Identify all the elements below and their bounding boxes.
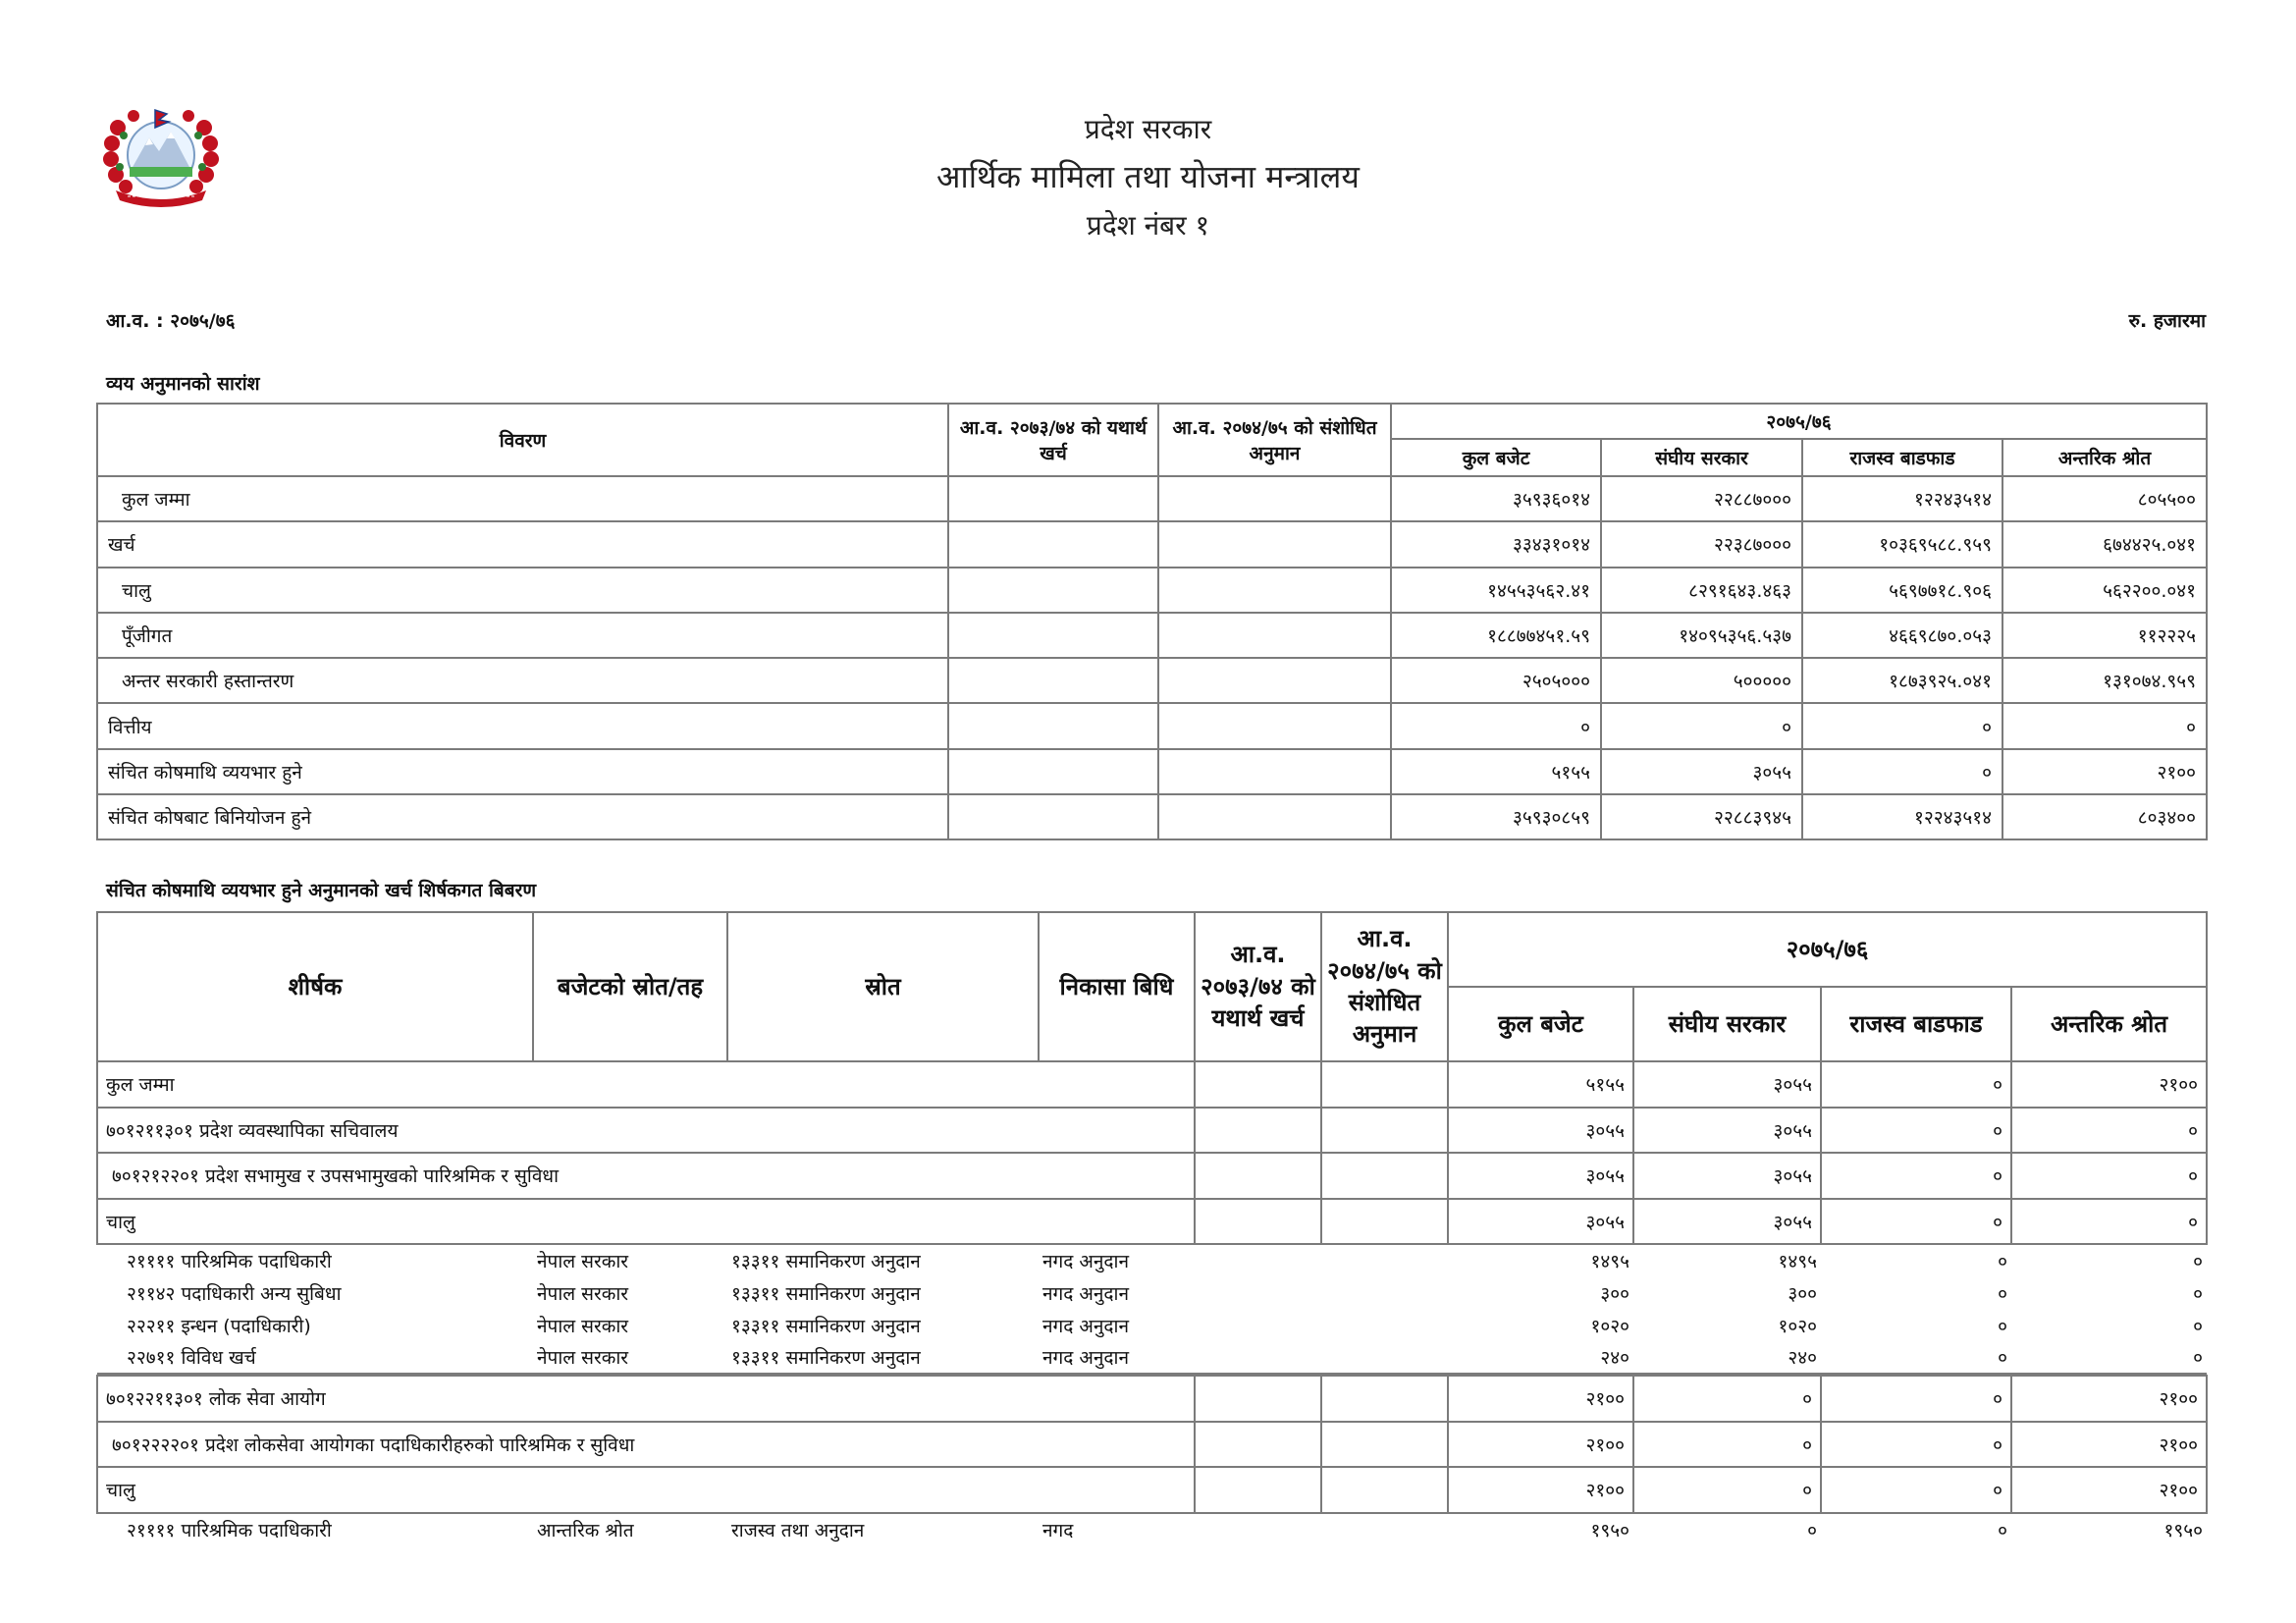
revised-value: [1158, 794, 1391, 839]
total-budget-value: २१००: [1448, 1467, 1633, 1513]
row-label: कुल जम्मा: [97, 476, 948, 521]
actual-value: [1195, 1422, 1321, 1468]
summary-row: [97, 658, 2207, 703]
unit-label: रु. हजारमा: [2128, 310, 2206, 332]
revenue-sharing-value: १०३६९५८८.९५९: [1802, 521, 2002, 567]
total-budget-value: १०२०: [1590, 1315, 1629, 1337]
internal-source-value: २१००: [2011, 1376, 2207, 1422]
expenditure-summary-table: [96, 403, 2208, 840]
revised-value: [1321, 1422, 1448, 1468]
row-label: चालु: [97, 568, 948, 613]
detail-section-title: संचित कोषमाथि व्ययभार हुने अनुमानको खर्च शिर्षकगत बिबरण: [106, 880, 537, 901]
revised-value: [1158, 568, 1391, 613]
col-description-header: विवरण: [97, 404, 948, 476]
total-budget-value: ०: [1391, 703, 1601, 748]
group-row: [97, 1108, 2207, 1154]
source-value: राजस्व तथा अनुदान: [731, 1519, 865, 1542]
summary-row: [97, 521, 2207, 567]
revised-value: [1158, 521, 1391, 567]
disbursement-value: नगद अनुदान: [1042, 1251, 1129, 1272]
disbursement-value: नगद अनुदान: [1042, 1282, 1129, 1305]
detail-expenditure-table: [96, 911, 2208, 1545]
item-row: [97, 1341, 2207, 1374]
revenue-sharing-value: १८७३९२५.०४१: [1802, 658, 2002, 703]
total-budget-value: ३०५५: [1448, 1199, 1633, 1245]
group-row: [97, 1199, 2207, 1245]
row-label: चालु: [97, 1467, 1195, 1513]
revised-value: [1158, 703, 1391, 748]
revised-value: [1321, 1199, 1448, 1245]
budget-source-value: आन्तरिक श्रोत: [537, 1519, 634, 1542]
revenue-sharing-value: ४६६९८७०.०५३: [1802, 613, 2002, 658]
revenue-sharing-value: ०: [1821, 1376, 2011, 1422]
federal-value: ५०००००: [1601, 658, 1802, 703]
col-year-header: २०७५/७६: [1448, 912, 2207, 987]
internal-source-value: ८०३४००: [2002, 794, 2207, 839]
federal-value: २४०: [1788, 1347, 1817, 1369]
internal-source-value: २१००: [2011, 1422, 2207, 1468]
province-line: प्रदेश नंबर १: [1086, 209, 1210, 242]
revenue-sharing-value: ०: [1998, 1251, 2007, 1272]
col-total-header: कुल बजेट: [1391, 439, 1601, 476]
summary-row: [97, 476, 2207, 521]
item-row: [97, 1513, 2207, 1545]
revised-value: [1321, 1061, 1448, 1108]
summary-section-title: व्यय अनुमानको सारांश: [106, 373, 260, 395]
item-label: २२२११ इन्धन (पदाधिकारी): [127, 1315, 311, 1337]
item-label: २११११ पारिश्रमिक पदाधिकारी: [127, 1519, 332, 1542]
actual-value: [1195, 1341, 1321, 1374]
summary-row: [97, 703, 2207, 748]
revenue-sharing-value: ०: [1998, 1519, 2007, 1542]
revised-value: [1321, 1108, 1448, 1154]
revenue-sharing-value: ०: [1998, 1347, 2007, 1369]
total-budget-value: १८८७७४५१.५९: [1391, 613, 1601, 658]
row-label: ७०१२२११३०१ लोक सेवा आयोग: [97, 1376, 1195, 1422]
col-federal-header: संघीय सरकार: [1601, 439, 1802, 476]
internal-source-value: ०: [2011, 1153, 2207, 1199]
col-revenue-header: राजस्व बाडफाड: [1821, 987, 2011, 1061]
revised-value: [1158, 658, 1391, 703]
revenue-sharing-value: १२२४३५१४: [1802, 476, 2002, 521]
federal-value: ०: [1633, 1422, 1821, 1468]
internal-source-value: १३१०७४.९५९: [2002, 658, 2207, 703]
federal-value: २२३८७०००: [1601, 521, 1802, 567]
item-label: २२७११ विविध खर्च: [127, 1347, 256, 1369]
col-disbursement-header: निकासा बिधि: [1039, 912, 1195, 1061]
col-revenue-header: राजस्व बाडफाड: [1802, 439, 2002, 476]
summary-row: [97, 613, 2207, 658]
federal-value: ३०५५: [1633, 1199, 1821, 1245]
source-value: १३३११ समानिकरण अनुदान: [731, 1282, 921, 1305]
item-label: २११११ पारिश्रमिक पदाधिकारी: [127, 1251, 332, 1272]
internal-source-value: ०: [2193, 1347, 2204, 1369]
internal-source-value: ०: [2193, 1315, 2204, 1337]
revenue-sharing-value: ०: [1821, 1422, 2011, 1468]
internal-source-value: ०: [2002, 703, 2207, 748]
total-budget-value: २५०५०००: [1391, 658, 1601, 703]
total-budget-value: ५१५५: [1448, 1061, 1633, 1108]
federal-value: ०: [1633, 1467, 1821, 1513]
revenue-sharing-value: ०: [1821, 1108, 2011, 1154]
row-label: पूँजीगत: [97, 613, 948, 658]
col-revised-header: आ.व. २०७४/७५ को संशोधित अनुमान: [1158, 404, 1391, 476]
col-total-header: कुल बजेट: [1448, 987, 1633, 1061]
internal-source-value: २१००: [2011, 1467, 2207, 1513]
item-row: [97, 1276, 2207, 1309]
internal-source-value: ०: [2011, 1108, 2207, 1154]
disbursement-value: नगद अनुदान: [1042, 1347, 1129, 1369]
summary-row: [97, 568, 2207, 613]
internal-source-value: ०: [2011, 1199, 2207, 1245]
summary-row: [97, 794, 2207, 839]
revised-value: [1321, 1153, 1448, 1199]
revised-value: [1321, 1513, 1448, 1545]
revenue-sharing-value: ०: [1821, 1061, 2011, 1108]
disbursement-value: नगद: [1042, 1519, 1074, 1542]
federal-value: ३०५५: [1633, 1108, 1821, 1154]
total-budget-value: १९५०: [1590, 1519, 1629, 1542]
actual-value: [1195, 1309, 1321, 1341]
revised-value: [1321, 1244, 1448, 1276]
revenue-sharing-value: १२२४३५१४: [1802, 794, 2002, 839]
summary-row: [97, 749, 2207, 794]
item-label: २११४२ पदाधिकारी अन्य सुबिधा: [127, 1282, 342, 1305]
total-budget-value: ३५९३०८५९: [1391, 794, 1601, 839]
row-label: संचित कोषमाथि व्ययभार हुने: [97, 749, 948, 794]
actual-value: [948, 613, 1158, 658]
internal-source-value: ०: [2193, 1282, 2204, 1305]
internal-source-value: ८०५५००: [2002, 476, 2207, 521]
group-row: [97, 1422, 2207, 1468]
col-actual-header: आ.व. २०७३/७४ को यथार्थ खर्च: [1195, 912, 1321, 1061]
actual-value: [948, 703, 1158, 748]
col-budget-source-header: बजेटको स्रोत/तह: [533, 912, 727, 1061]
total-budget-value: २१००: [1448, 1376, 1633, 1422]
internal-source-value: २१००: [2011, 1061, 2207, 1108]
total-budget-value: १४५५३५६२.४१: [1391, 568, 1601, 613]
col-internal-header: अन्तरिक श्रोत: [2002, 439, 2207, 476]
internal-source-value: ६७४४२५.०४१: [2002, 521, 2207, 567]
actual-value: [948, 476, 1158, 521]
col-internal-header: अन्तरिक श्रोत: [2011, 987, 2207, 1061]
actual-value: [1195, 1199, 1321, 1245]
federal-value: १४९५: [1778, 1251, 1817, 1272]
budget-source-value: नेपाल सरकार: [537, 1347, 629, 1369]
total-budget-value: ५१५५: [1391, 749, 1601, 794]
revenue-sharing-value: ०: [1821, 1153, 2011, 1199]
revenue-sharing-value: ०: [1998, 1282, 2007, 1305]
header-line-1: प्रदेश सरकार: [1084, 113, 1212, 145]
total-budget-value: ३३४३१०१४: [1391, 521, 1601, 567]
revenue-sharing-value: ५६९७७१८.९०६: [1802, 568, 2002, 613]
col-revised-header: आ.व. २०७४/७५ को संशोधित अनुमान: [1321, 912, 1448, 1061]
revised-value: [1321, 1376, 1448, 1422]
revenue-sharing-value: ०: [1821, 1467, 2011, 1513]
internal-source-value: ११२२२५: [2002, 613, 2207, 658]
col-year-header: २०७५/७६: [1391, 404, 2207, 439]
row-label: ७०१२२२२०१ प्रदेश लोकसेवा आयोगका पदाधिकारीहरुको पारिश्रमिक र सुविधा: [97, 1422, 1195, 1468]
fiscal-year-label: आ.व. : २०७५/७६: [106, 310, 236, 332]
internal-source-value: १९५०: [2163, 1519, 2204, 1542]
row-label: चालु: [97, 1199, 1195, 1245]
row-label: ७०१२१२२०१ प्रदेश सभामुख र उपसभामुखको पारिश्रमिक र सुविधा: [97, 1153, 1195, 1199]
revised-value: [1158, 613, 1391, 658]
actual-value: [1195, 1108, 1321, 1154]
revised-value: [1321, 1309, 1448, 1341]
actual-value: [1195, 1244, 1321, 1276]
source-value: १३३११ समानिकरण अनुदान: [731, 1347, 921, 1369]
actual-value: [948, 521, 1158, 567]
budget-source-value: नेपाल सरकार: [537, 1282, 629, 1305]
source-value: १३३११ समानिकरण अनुदान: [731, 1251, 921, 1272]
internal-source-value: ०: [2193, 1251, 2204, 1272]
internal-source-value: २१००: [2002, 749, 2207, 794]
total-budget-value: १४९५: [1590, 1251, 1629, 1272]
actual-value: [1195, 1061, 1321, 1108]
row-label: ७०१२११३०१ प्रदेश व्यवस्थापिका सचिवालय: [97, 1108, 1195, 1154]
actual-value: [948, 658, 1158, 703]
total-budget-value: ३०५५: [1448, 1153, 1633, 1199]
federal-value: २२८८७०००: [1601, 476, 1802, 521]
row-label: संचित कोषबाट बिनियोजन हुने: [97, 794, 948, 839]
total-budget-value: २१००: [1448, 1422, 1633, 1468]
total-budget-value: ३००: [1600, 1282, 1629, 1305]
total-budget-value: ३५९३६०१४: [1391, 476, 1601, 521]
actual-value: [948, 568, 1158, 613]
row-label: वित्तीय: [97, 703, 948, 748]
group-row: [97, 1467, 2207, 1513]
total-budget-value: ३०५५: [1448, 1108, 1633, 1154]
federal-value: १०२०: [1778, 1315, 1817, 1337]
col-heading-header: शीर्षक: [97, 912, 533, 1061]
actual-value: [1195, 1276, 1321, 1309]
actual-value: [1195, 1513, 1321, 1545]
revenue-sharing-value: ०: [1802, 749, 2002, 794]
revenue-sharing-value: ०: [1998, 1315, 2007, 1337]
col-federal-header: संघीय सरकार: [1633, 987, 1821, 1061]
federal-value: १४०९५३५६.५३७: [1601, 613, 1802, 658]
federal-value: ०: [1601, 703, 1802, 748]
col-source-header: स्रोत: [727, 912, 1039, 1061]
revised-value: [1158, 749, 1391, 794]
revised-value: [1321, 1341, 1448, 1374]
ministry-title: आर्थिक मामिला तथा योजना मन्त्रालय: [936, 158, 1360, 195]
federal-value: ३०५५: [1601, 749, 1802, 794]
federal-value: ३०५५: [1633, 1061, 1821, 1108]
revised-value: [1321, 1467, 1448, 1513]
revised-value: [1321, 1276, 1448, 1309]
actual-value: [948, 749, 1158, 794]
total-budget-value: २४०: [1600, 1347, 1629, 1369]
disbursement-value: नगद अनुदान: [1042, 1315, 1129, 1337]
item-row: [97, 1309, 2207, 1341]
source-value: १३३११ समानिकरण अनुदान: [731, 1315, 921, 1337]
actual-value: [1195, 1376, 1321, 1422]
group-row: [97, 1153, 2207, 1199]
item-row: [97, 1244, 2207, 1276]
budget-source-value: नेपाल सरकार: [537, 1315, 629, 1337]
row-label: अन्तर सरकारी हस्तान्तरण: [97, 658, 948, 703]
actual-value: [1195, 1153, 1321, 1199]
col-actual-header: आ.व. २०७३/७४ को यथार्थ खर्च: [948, 404, 1158, 476]
revenue-sharing-value: ०: [1802, 703, 2002, 748]
group-row: [97, 1061, 2207, 1108]
group-row: [97, 1376, 2207, 1422]
internal-source-value: ५६२२००.०४१: [2002, 568, 2207, 613]
budget-source-value: नेपाल सरकार: [537, 1251, 629, 1272]
revised-value: [1158, 476, 1391, 521]
federal-value: ८२९१६४३.४६३: [1601, 568, 1802, 613]
federal-value: ०: [1807, 1519, 1817, 1542]
actual-value: [1195, 1467, 1321, 1513]
row-label: खर्च: [97, 521, 948, 567]
row-label: कुल जम्मा: [97, 1061, 1195, 1108]
federal-value: ३०५५: [1633, 1153, 1821, 1199]
revenue-sharing-value: ०: [1821, 1199, 2011, 1245]
federal-value: २२८८३९४५: [1601, 794, 1802, 839]
federal-value: ०: [1633, 1376, 1821, 1422]
federal-value: ३००: [1788, 1282, 1817, 1305]
actual-value: [948, 794, 1158, 839]
